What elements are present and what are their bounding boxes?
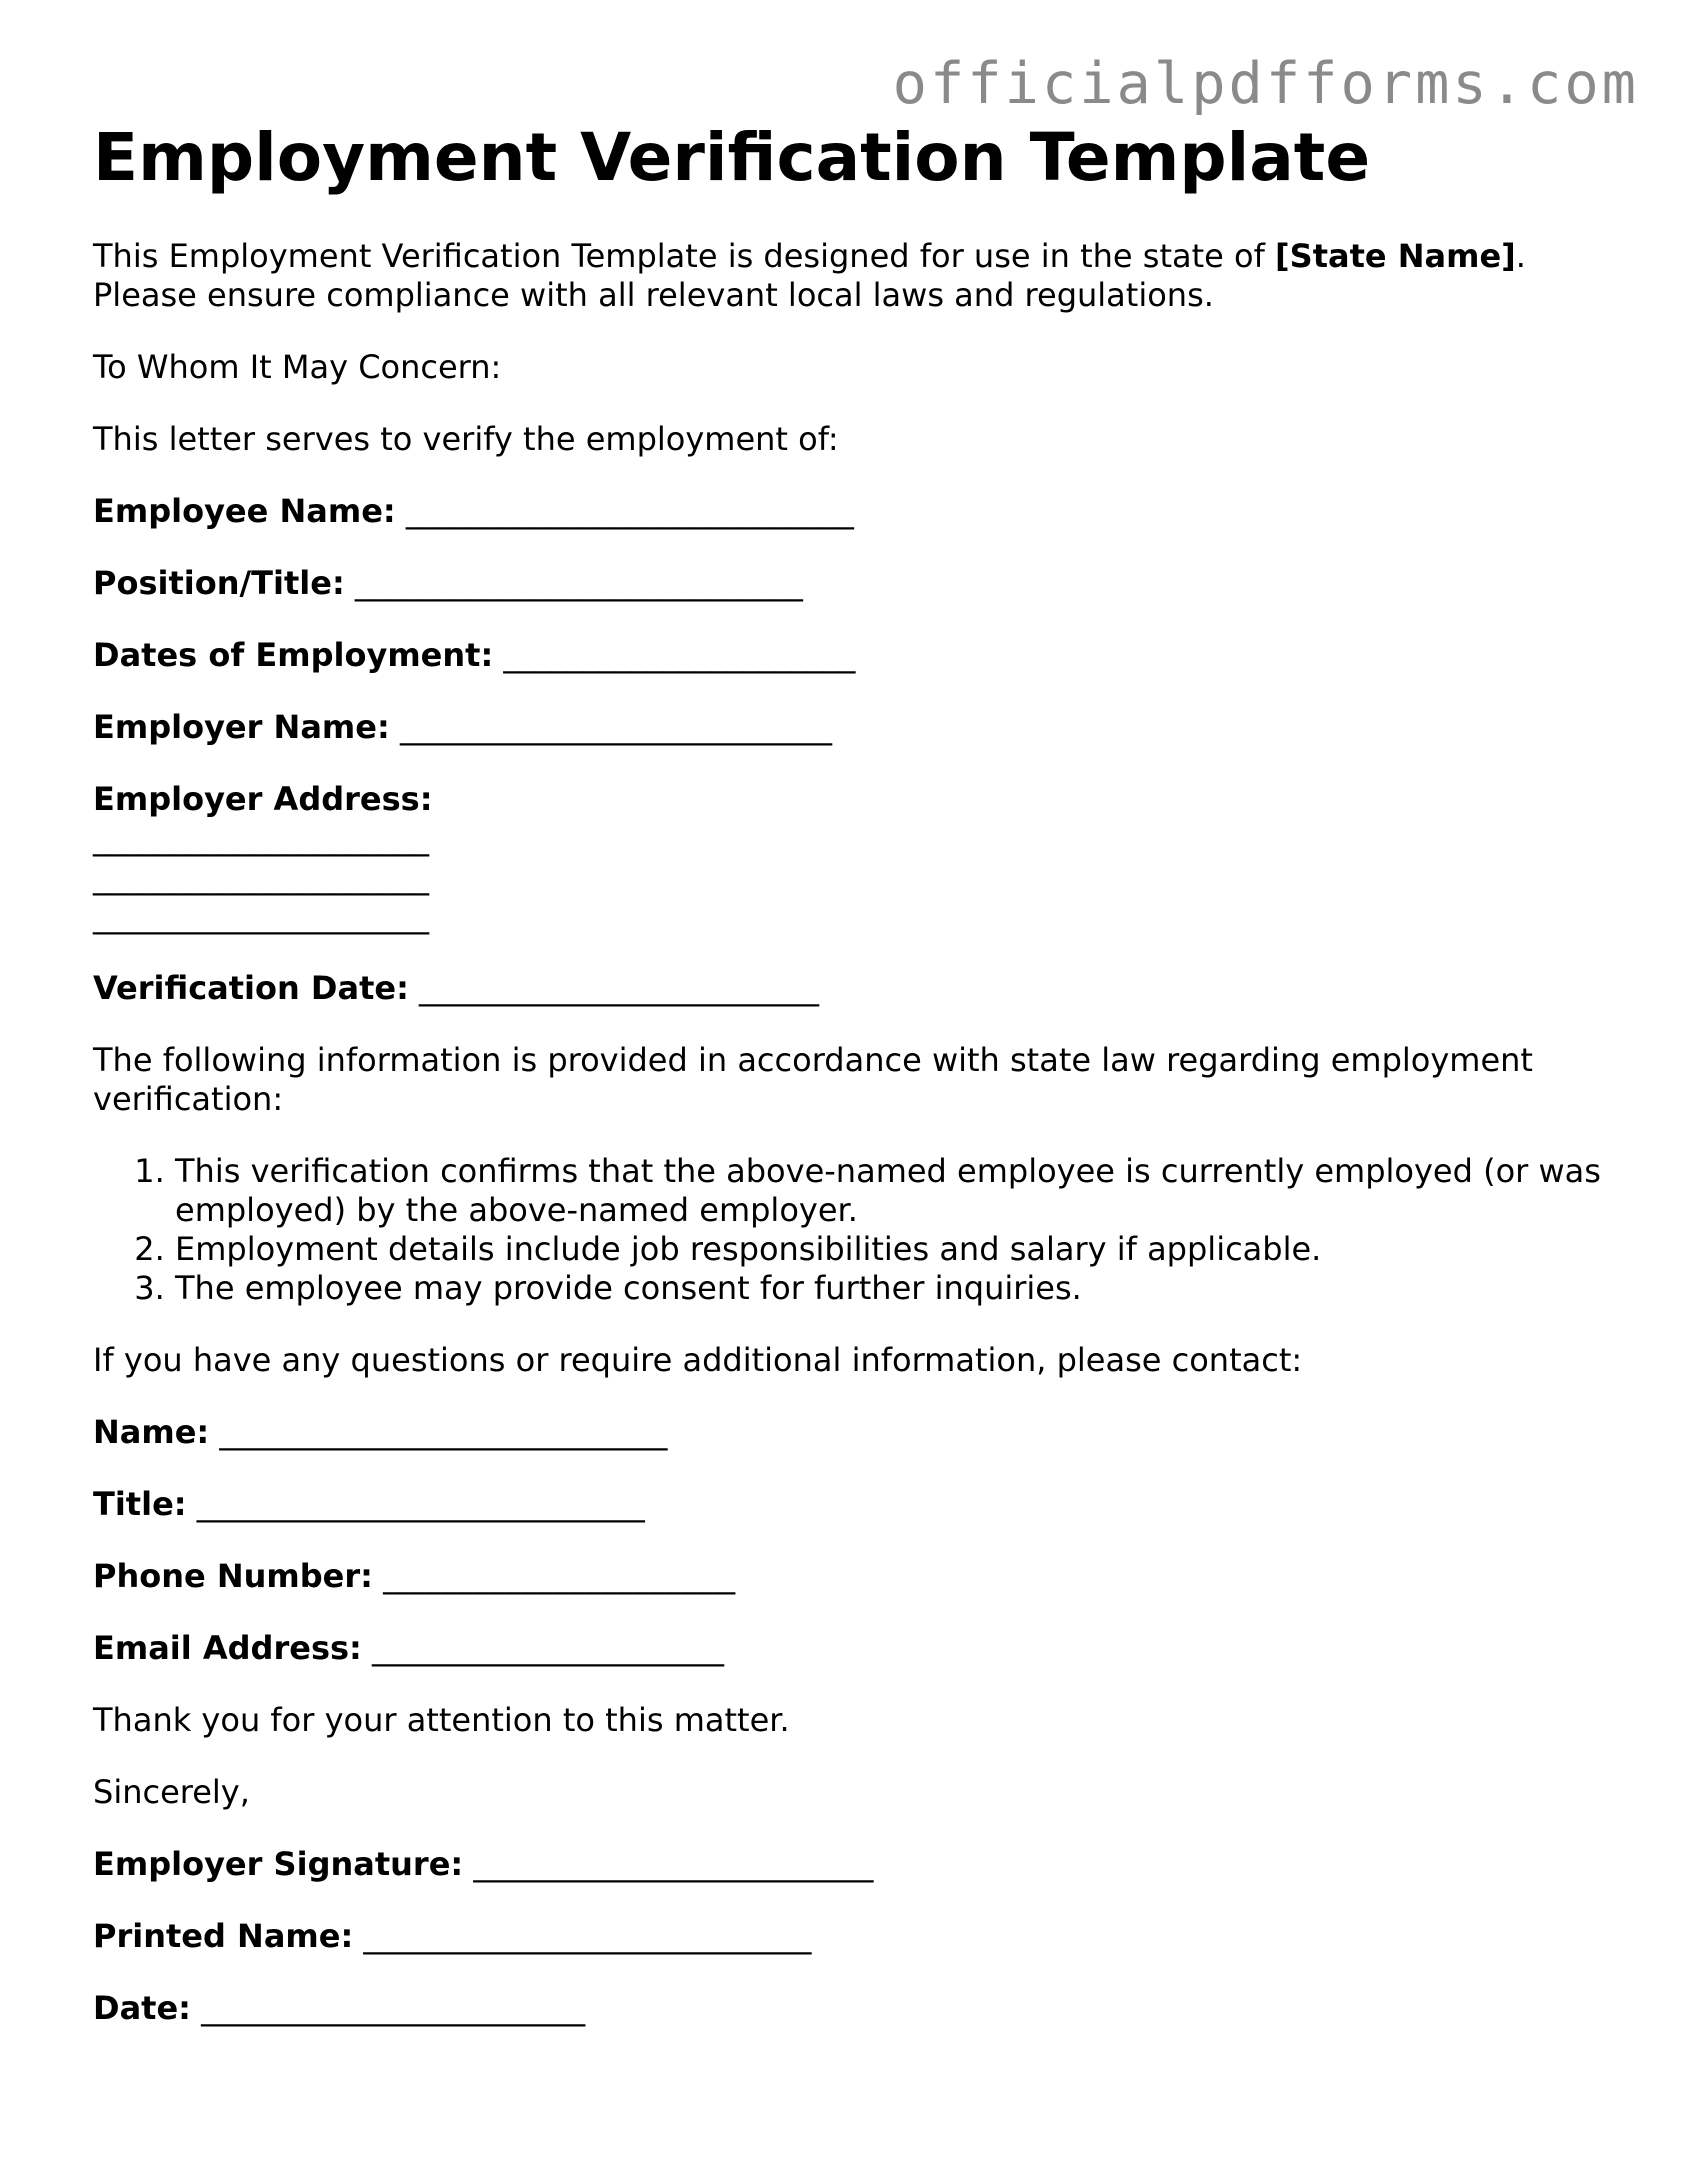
page-title: Employment Verification Template [93, 119, 1371, 196]
list-item: 3. The employee may provide consent for further inquiries. [175, 1269, 1613, 1308]
field-blank[interactable]: ____________________________ [219, 1412, 668, 1451]
field-blank[interactable]: ________________________ [201, 1988, 586, 2027]
field-blank[interactable]: ____________________________ [354, 563, 803, 602]
field-contact-name[interactable] [93, 1413, 1613, 1452]
address-blank-line[interactable]: _____________________ [93, 896, 429, 935]
field-label: Employee Name: [93, 491, 396, 530]
contact-intro: If you have any questions or require additional information, please contact: [93, 1340, 1303, 1379]
document-body [93, 237, 1613, 2028]
field-phone-number[interactable] [93, 1557, 1613, 1596]
document-page [93, 119, 1613, 2028]
field-employee-name[interactable] [93, 492, 1613, 531]
statement-paragraph: The following information is provided in accordance with state law regarding employment verification: [93, 1040, 1533, 1118]
field-label: Name: [93, 1412, 210, 1451]
salutation: To Whom It May Concern: [93, 347, 502, 386]
field-label: Employer Name: [93, 707, 390, 746]
field-label: Phone Number: [93, 1556, 373, 1595]
field-employer-name[interactable] [93, 708, 1613, 747]
field-label: Email Address: [93, 1628, 362, 1667]
intro-paragraph [93, 237, 1613, 315]
field-blank[interactable]: ______________________ [372, 1628, 724, 1667]
field-label: Position/Title: [93, 563, 345, 602]
field-verification-date[interactable] [93, 969, 1613, 1008]
list-item: 2. Employment details include job responsibilities and salary if applicable. [175, 1230, 1613, 1269]
field-dates-of-employment[interactable] [93, 636, 1613, 675]
field-employer-signature[interactable] [93, 1845, 1613, 1884]
field-label: Dates of Employment: [93, 635, 494, 674]
thanks-line: Thank you for your attention to this matter. [93, 1700, 790, 1739]
field-employer-address[interactable] [93, 780, 1613, 936]
field-blank[interactable]: ______________________ [503, 635, 856, 674]
field-blank[interactable]: ____________________________ [363, 1916, 812, 1955]
field-blank[interactable]: ______________________ [383, 1556, 736, 1595]
intro-compliance-line: Please ensure compliance with all relevant local laws and regulations. [93, 275, 1214, 314]
field-label: Employer Address: [93, 779, 433, 818]
field-position-title[interactable] [93, 564, 1613, 603]
field-blank[interactable]: _________________________ [473, 1844, 874, 1883]
field-blank[interactable]: ____________________________ [405, 491, 854, 530]
field-blank[interactable]: _________________________ [419, 968, 820, 1007]
list-item: 1. This verification confirms that the above-named employee is currently employed (or was employed) by the above-named employer. [175, 1152, 1613, 1230]
watermark: officialpdfforms.com [892, 51, 1639, 117]
field-label: Verification Date: [93, 968, 409, 1007]
field-blank[interactable]: ____________________________ [196, 1484, 645, 1523]
field-label: Printed Name: [93, 1916, 354, 1955]
field-blank[interactable]: ___________________________ [399, 707, 832, 746]
field-date[interactable] [93, 1989, 1613, 2028]
field-printed-name[interactable] [93, 1917, 1613, 1956]
field-label: Date: [93, 1988, 191, 2027]
state-name-placeholder: [State Name] [1275, 236, 1516, 275]
field-contact-title[interactable] [93, 1485, 1613, 1524]
field-label: Employer Signature: [93, 1844, 464, 1883]
address-blank-line[interactable]: _____________________ [93, 857, 429, 896]
field-email-address[interactable] [93, 1629, 1613, 1668]
intro-suffix: . [1515, 236, 1526, 275]
verification-notes-list [93, 1152, 1613, 1308]
purpose-line: This letter serves to verify the employment of: [93, 419, 839, 458]
field-label: Title: [93, 1484, 187, 1523]
intro-prefix: This Employment Verification Template is designed for use in the state of [93, 236, 1276, 275]
closing-line: Sincerely, [93, 1772, 250, 1811]
address-blank-line[interactable]: _____________________ [93, 818, 429, 857]
